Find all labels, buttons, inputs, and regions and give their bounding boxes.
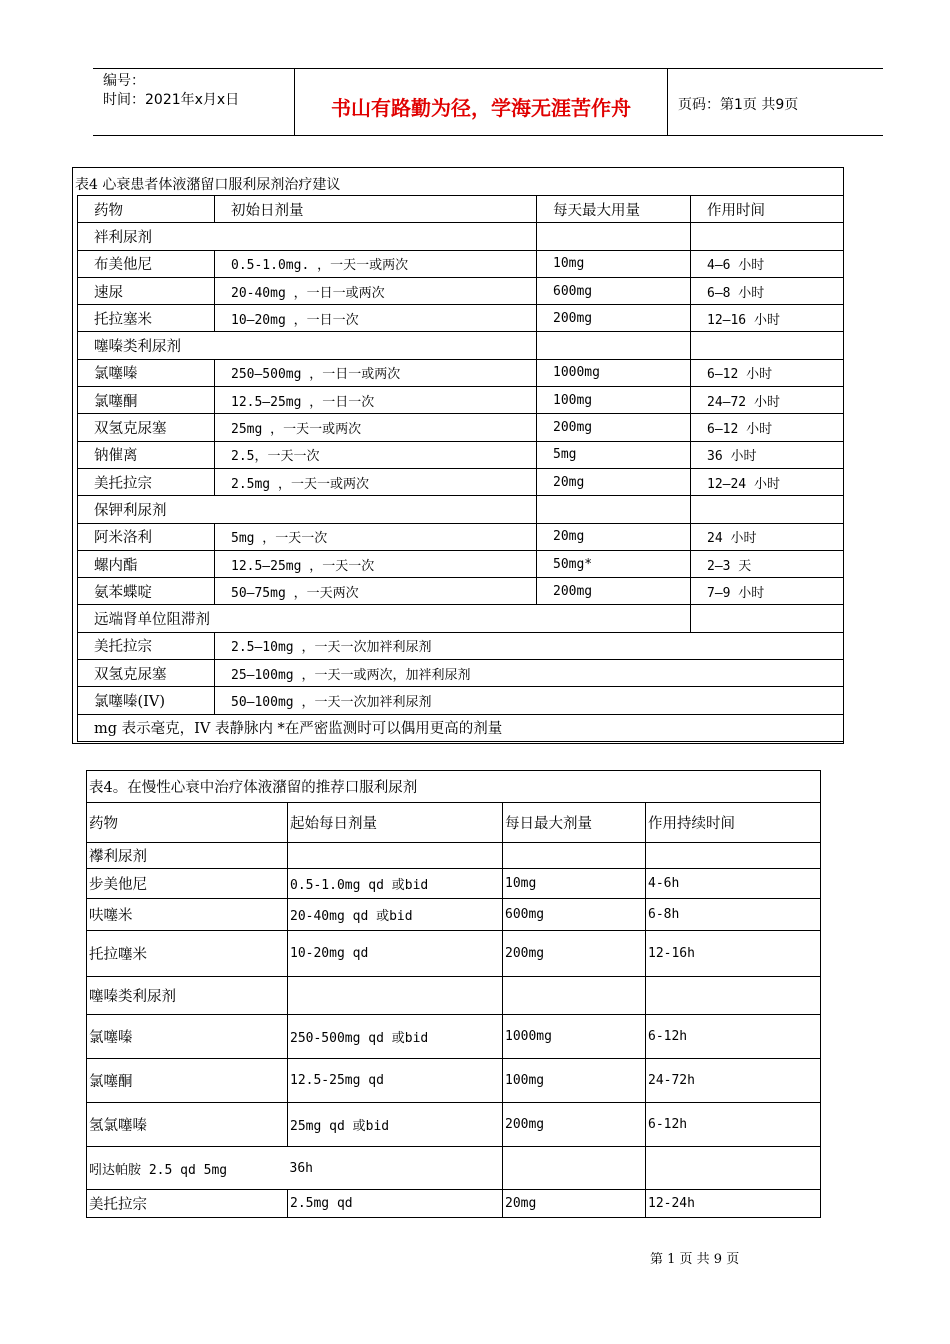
table-row [78, 441, 844, 468]
initial-dose-cell: 50—75mg ，一天两次 [215, 578, 537, 605]
table-row [78, 578, 844, 605]
max-dose-cell: 100mg [503, 1059, 646, 1103]
table-row [78, 359, 844, 386]
number-label: 编号： [103, 73, 145, 89]
drug-name-cell: 氯噻嗪 [78, 359, 215, 386]
max-dose-cell: 100mg [537, 387, 691, 414]
initial-dose-cell: 5mg ，一天一次 [215, 523, 537, 550]
max-dose-cell: 10mg [537, 250, 691, 277]
initial-dose-cell: 12.5—25mg ，一天一次 [215, 550, 537, 577]
table-row [78, 387, 844, 414]
initial-dose-cell: 0.5-1.0mg qd 或bid [288, 869, 503, 899]
max-dose-cell: 50mg* [537, 550, 691, 577]
empty-cell [691, 496, 844, 523]
drug-name-cell: 托拉噻米 [87, 931, 288, 977]
section-row [87, 977, 821, 1015]
drug-name-cell: 氢氯噻嗪 [87, 1103, 288, 1147]
initial-dose-cell: 0.5-1.0mg. ，一天一或两次 [215, 250, 537, 277]
empty-cell [691, 223, 844, 250]
section-title: 襻利尿剂 [87, 843, 288, 869]
empty-cell [537, 223, 691, 250]
max-dose-cell: 200mg [503, 1103, 646, 1147]
header-cell: 作用时间 [691, 196, 844, 223]
initial-dose-cell: 10—20mg ，一日一次 [215, 305, 537, 332]
table-row [78, 550, 844, 577]
initial-dose-cell: 2.5mg qd [288, 1190, 503, 1218]
header-cell: 每天最大用量 [537, 196, 691, 223]
initial-dose-cell: 2.5—10mg ，一天一次加袢利尿剂 [215, 632, 844, 659]
drug-name-cell: 托拉塞米 [78, 305, 215, 332]
drug-name-cell: 美托拉宗 [87, 1190, 288, 1218]
empty-cell [537, 332, 691, 359]
max-dose-cell: 200mg [537, 305, 691, 332]
header-divider [667, 69, 668, 135]
footnote-cell: mg 表示毫克，IV 表静脉内 *在严密监测时可以偶用更高的剂量 [78, 714, 844, 741]
table-row [87, 899, 821, 931]
header-motto: 书山有路勤为径，学海无涯苦作舟 [331, 96, 631, 120]
max-dose-cell: 200mg [537, 414, 691, 441]
duration-cell: 36 小时 [691, 441, 844, 468]
initial-dose-cell: 20-40mg ，一日一或两次 [215, 277, 537, 304]
page-footer: 第 1 页 共 9 页 [650, 1252, 740, 1267]
duration-cell: 6-12h [646, 1015, 821, 1059]
header-cell: 初始日剂量 [215, 196, 537, 223]
table-row [78, 277, 844, 304]
duration-cell: 6-8h [646, 899, 821, 931]
empty-cell [691, 605, 844, 632]
max-dose-cell: 20mg [537, 468, 691, 495]
table-row [78, 660, 844, 687]
table-row [78, 305, 844, 332]
initial-dose-cell: 250-500mg qd 或bid [288, 1015, 503, 1059]
section-row [78, 605, 844, 632]
duration-cell: 6-12h [646, 1103, 821, 1147]
empty-cell [503, 977, 646, 1015]
duration-cell: 24 小时 [691, 523, 844, 550]
drug-name-cell: 螺内酯 [78, 550, 215, 577]
initial-dose-cell: 25mg ，一天一或两次 [215, 414, 537, 441]
table-row [78, 632, 844, 659]
duration-cell: 12—24 小时 [691, 468, 844, 495]
drug-name-cell: 双氢克尿塞 [78, 414, 215, 441]
diuretic-table-2 [86, 770, 821, 1218]
table-row [78, 250, 844, 277]
header-bottom-rule [93, 135, 883, 136]
max-dose-cell: 200mg [503, 931, 646, 977]
section-row [78, 223, 844, 250]
duration-cell: 24-72h [646, 1059, 821, 1103]
max-dose-cell: 1000mg [537, 359, 691, 386]
header-cell: 药物 [87, 803, 288, 843]
header-cell: 起始每日剂量 [288, 803, 503, 843]
initial-dose-cell: 12.5-25mg qd [288, 1059, 503, 1103]
duration-cell: 4—6 小时 [691, 250, 844, 277]
drug-name-cell: 氨苯蝶啶 [78, 578, 215, 605]
initial-dose-cell: 25—100mg ，一天一或两次，加袢利尿剂 [215, 660, 844, 687]
drug-name-cell: 速尿 [78, 277, 215, 304]
duration-cell: 6—12 小时 [691, 414, 844, 441]
max-dose-cell: 600mg [537, 277, 691, 304]
initial-dose-cell: 2.5，一天一次 [215, 441, 537, 468]
empty-cell [503, 843, 646, 869]
drug-name-cell: 呋噻米 [87, 899, 288, 931]
table-row [78, 523, 844, 550]
table-row [78, 687, 844, 714]
drug-name-cell: 布美他尼 [78, 250, 215, 277]
table-caption: 表4。在慢性心衰中治疗体液潴留的推荐口服利尿剂 [87, 771, 821, 803]
drug-name-cell: 阿米洛利 [78, 523, 215, 550]
empty-cell [646, 977, 821, 1015]
table-row [87, 1015, 821, 1059]
drug-name-cell: 钠催离 [78, 441, 215, 468]
max-dose-cell: 20mg [537, 523, 691, 550]
section-title: 噻嗪类利尿剂 [87, 977, 288, 1015]
drug-name-cell: 美托拉宗 [78, 632, 215, 659]
header-meta [103, 72, 239, 110]
drug-name-cell: 美托拉宗 [78, 468, 215, 495]
empty-cell [646, 843, 821, 869]
header-divider [294, 69, 295, 135]
max-dose-cell: 200mg [537, 578, 691, 605]
table-row [78, 414, 844, 441]
diuretic-table-1 [72, 167, 844, 744]
table-row [78, 468, 844, 495]
max-dose-cell: 1000mg [503, 1015, 646, 1059]
drug-name-cell: 氯噻嗪 [87, 1015, 288, 1059]
table-caption: 表4 心衰患者体液潴留口服利尿剂治疗建议 [75, 177, 341, 193]
max-dose-cell: 10mg [503, 869, 646, 899]
drug-name-cell: 氯噻酮 [78, 387, 215, 414]
initial-dose-cell: 10-20mg qd [288, 931, 503, 977]
table-row [87, 1190, 821, 1218]
header-cell: 作用持续时间 [646, 803, 821, 843]
empty-cell [288, 843, 503, 869]
empty-cell [691, 332, 844, 359]
table-grid [77, 195, 844, 742]
table-row [87, 869, 821, 899]
empty-cell [537, 496, 691, 523]
empty-cell [503, 1147, 646, 1190]
duration-cell: 2—3 天 [691, 550, 844, 577]
time-label: 时间：2021年x月x日 [103, 92, 240, 108]
section-title: 远端肾单位阻滞剂 [78, 605, 691, 632]
empty-cell [288, 977, 503, 1015]
duration-cell: 12-24h [646, 1190, 821, 1218]
table-row [87, 931, 821, 977]
initial-dose-cell: 2.5mg ，一天一或两次 [215, 468, 537, 495]
section-title: 噻嗪类利尿剂 [78, 332, 537, 359]
duration-cell: 7—9 小时 [691, 578, 844, 605]
section-row [87, 843, 821, 869]
table-row [87, 1147, 821, 1190]
header-top-rule [93, 68, 883, 69]
header-cell: 药物 [78, 196, 215, 223]
section-row [78, 496, 844, 523]
drug-name-cell: 吲达帕胺 2.5 qd 5mg [87, 1147, 288, 1190]
table-row [87, 1059, 821, 1103]
table-row [87, 1103, 821, 1147]
max-dose-cell: 600mg [503, 899, 646, 931]
initial-dose-cell: 12.5—25mg ，一日一次 [215, 387, 537, 414]
duration-cell: 6—8 小时 [691, 277, 844, 304]
section-title: 保钾利尿剂 [78, 496, 537, 523]
duration-cell: 36h [288, 1147, 503, 1190]
max-dose-cell: 5mg [537, 441, 691, 468]
drug-name-cell: 步美他尼 [87, 869, 288, 899]
section-title: 袢利尿剂 [78, 223, 537, 250]
header-page-label: 页码：第1页 共9页 [678, 97, 799, 113]
empty-cell [646, 1147, 821, 1190]
duration-cell: 24—72 小时 [691, 387, 844, 414]
initial-dose-cell: 25mg qd 或bid [288, 1103, 503, 1147]
initial-dose-cell: 20-40mg qd 或bid [288, 899, 503, 931]
header-cell: 每日最大剂量 [503, 803, 646, 843]
duration-cell: 6—12 小时 [691, 359, 844, 386]
section-row [78, 332, 844, 359]
duration-cell: 12-16h [646, 931, 821, 977]
drug-name-cell: 氯噻酮 [87, 1059, 288, 1103]
footnote-row [78, 714, 844, 741]
table-header-row [87, 803, 821, 843]
table-caption-row [87, 771, 821, 803]
duration-cell: 12—16 小时 [691, 305, 844, 332]
max-dose-cell: 20mg [503, 1190, 646, 1218]
initial-dose-cell: 250—500mg ，一日一或两次 [215, 359, 537, 386]
duration-cell: 4-6h [646, 869, 821, 899]
drug-name-cell: 双氢克尿塞 [78, 660, 215, 687]
initial-dose-cell: 50—100mg ，一天一次加袢利尿剂 [215, 687, 844, 714]
table-header-row [78, 196, 844, 223]
drug-name-cell: 氯噻嗪(IV) [78, 687, 215, 714]
